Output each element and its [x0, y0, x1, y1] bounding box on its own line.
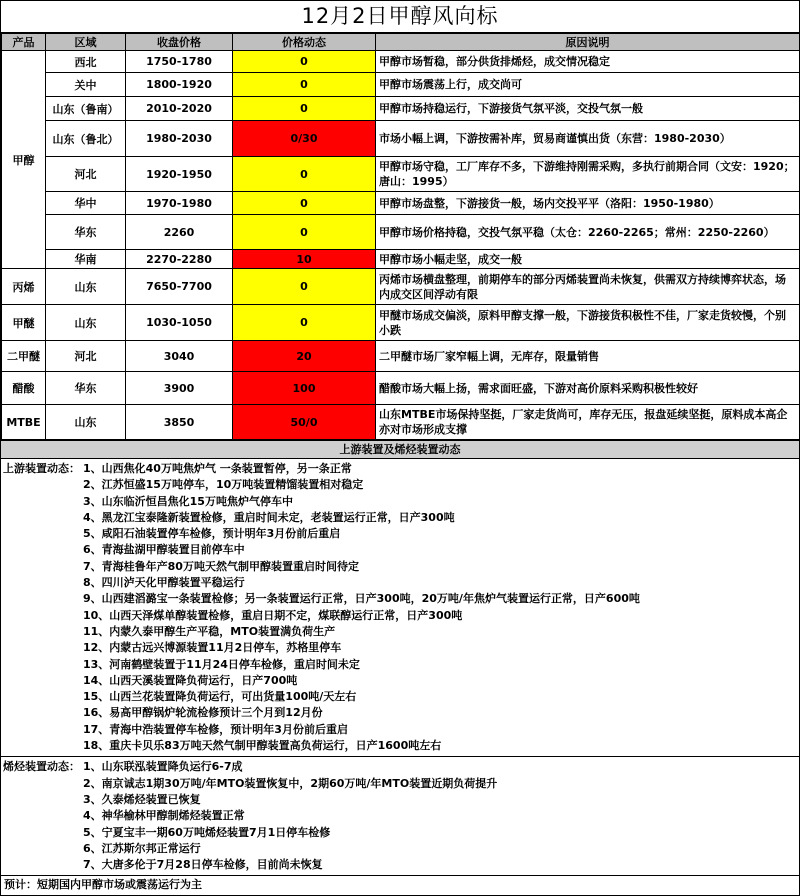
table-row [2, 51, 800, 73]
list-item [3, 825, 799, 841]
table-row [2, 157, 800, 192]
change-cell: 0 [233, 157, 376, 192]
list-item-text: 7、大唐多伦于7月28日停车检修，目前尚未恢复 [83, 858, 323, 872]
list-item [3, 792, 799, 808]
table-row [2, 97, 800, 121]
price-cell: 7650-7700 [126, 269, 233, 305]
reason-cell: 山东MTBE市场保持坚挺，厂家走货尚可，库存无压，报盘延续坚挺，原料成本高企亦对市场形成支撑 [376, 405, 800, 440]
list-item [3, 705, 799, 721]
price-cell: 1980-2030 [126, 121, 233, 157]
change-cell: 100 [233, 372, 376, 405]
change-cell: 0 [233, 97, 376, 121]
price-cell: 3900 [126, 372, 233, 405]
list-item [3, 640, 799, 656]
product-cell: MTBE [2, 405, 46, 440]
list-item [3, 624, 799, 640]
list-item-text: 8、四川泸天化甲醇装置平稳运行 [83, 576, 245, 590]
list-item [3, 477, 799, 493]
list-item [3, 808, 799, 824]
list-item-text: 14、山西天溪装置降负荷运行，日产700吨 [83, 673, 298, 687]
list-item-text: 11、内蒙久泰甲醇生产平稳，MTO装置满负荷生产 [83, 624, 336, 638]
list-item-text: 13、河南鹤壁装置于11月24日停车检修，重启时间未定 [83, 657, 360, 671]
list-item-text: 5、咸阳石油装置停车检修，预计明年3月份前后重启 [83, 527, 341, 541]
list-item [3, 494, 799, 510]
price-cell: 1920-1950 [126, 157, 233, 192]
list-item [3, 608, 799, 624]
table-row [2, 121, 800, 157]
reason-cell: 甲醇市场小幅走坚，成交一般 [376, 250, 800, 269]
reason-cell: 丙烯市场横盘整理，前期停车的部分丙烯装置尚未恢复，供需双方持续博弈状态，场内成交区间浮动有限 [376, 269, 800, 305]
change-cell: 50/0 [233, 405, 376, 440]
change-cell: 0 [233, 305, 376, 341]
list-item-text: 10、山西天泽煤单醇装置检修，重启日期不定，煤联醇运行正常，日产300吨 [83, 608, 463, 622]
list-item [3, 722, 799, 738]
product-cell: 丙烯 [2, 269, 46, 305]
list-item-text: 2、南京诚志1期30万吨/年MTO装置恢复中，2期60万吨/年MTO装置近期负荷提升 [83, 776, 498, 790]
region-cell: 山东 [46, 305, 126, 341]
section-title: 上游装置及烯烃装置动态 [1, 440, 799, 459]
price-cell: 3040 [126, 341, 233, 372]
region-cell: 华东 [46, 215, 126, 250]
list-item-text: 16、易高甲醇锅炉轮流检修预计三个月到12月份 [83, 706, 323, 720]
price-cell: 1800-1920 [126, 73, 233, 97]
page-title: 12月2日甲醇风向标 [1, 1, 799, 33]
list-item [3, 591, 799, 607]
table-row [2, 192, 800, 215]
list-item [3, 510, 799, 526]
header-product: 产品 [2, 34, 46, 51]
price-cell: 2270-2280 [126, 250, 233, 269]
table-row [2, 372, 800, 405]
list-item [3, 689, 799, 705]
change-cell: 0/30 [233, 121, 376, 157]
region-cell: 华南 [46, 250, 126, 269]
region-cell: 山东 [46, 405, 126, 440]
region-cell: 山东 [46, 269, 126, 305]
list-item-text: 9、山西建滔潞宝一条装置检修；另一条装置运行正常，日产300吨，20万吨/年焦炉气装置运行正常，日产600吨 [83, 592, 640, 606]
change-cell: 0 [233, 51, 376, 73]
price-cell: 1030-1050 [126, 305, 233, 341]
list-item [3, 526, 799, 542]
reason-cell: 甲醇市场盘整，下游接货一般，场内交投平平（洛阳：1950-1980） [376, 192, 800, 215]
reason-cell: 甲醇市场暂稳，部分供货排烯烃，成交情况稳定 [376, 51, 800, 73]
list-item [3, 657, 799, 673]
list-item [3, 575, 799, 591]
list-item [3, 738, 799, 754]
header-reason: 原因说明 [376, 34, 800, 51]
price-cell: 1970-1980 [126, 192, 233, 215]
table-header [2, 34, 800, 51]
region-cell: 河北 [46, 341, 126, 372]
olefin-list [1, 756, 799, 875]
header-change: 价格动态 [233, 34, 376, 51]
product-cell: 二甲醚 [2, 341, 46, 372]
list-item [3, 542, 799, 558]
list-item [3, 673, 799, 689]
change-cell: 0 [233, 269, 376, 305]
list-item-text: 4、神华榆林甲醇制烯烃装置正常 [83, 809, 245, 823]
price-cell: 2260 [126, 215, 233, 250]
change-cell: 10 [233, 250, 376, 269]
product-cell: 醋酸 [2, 372, 46, 405]
upstream-lead: 上游装置动态： [3, 462, 80, 475]
list-item [3, 857, 799, 873]
product-cell: 甲醚 [2, 305, 46, 341]
list-item-text: 15、山西兰花装置降负荷运行，可出货量100吨/天左右 [83, 690, 357, 704]
list-item-text: 2、江苏恒盛15万吨停车，10万吨装置精馏装置相对稳定 [83, 478, 364, 492]
header-region: 区域 [46, 34, 126, 51]
list-item-text: 12、内蒙古远兴博源装置11月2日停车，苏格里停车 [83, 641, 342, 655]
list-item [3, 841, 799, 857]
list-item-text: 3、久泰烯烃装置已恢复 [83, 792, 201, 806]
list-item-text: 7、青海桂鲁年产80万吨天然气制甲醇装置重启时间待定 [83, 559, 359, 573]
region-cell: 山东（鲁南） [46, 97, 126, 121]
reason-cell: 甲醇市场守稳，工厂库存不多，下游维持刚需采购，多执行前期合同（文安：1920；唐山：1995） [376, 157, 800, 192]
list-item-text: 3、山东临沂恒昌焦化15万吨焦炉气停车中 [83, 494, 293, 508]
list-item-text: 6、青海盐湖甲醇装置目前停车中 [83, 543, 245, 557]
table-row [2, 341, 800, 372]
list-item-text: 5、宁夏宝丰一期60万吨烯烃装置7月1日停车检修 [83, 825, 331, 839]
list-item-text: 18、重庆卡贝乐83万吨天然气制甲醇装置高负荷运行，日产1600吨左右 [83, 739, 442, 753]
region-cell: 西北 [46, 51, 126, 73]
region-cell: 山东（鲁北） [46, 121, 126, 157]
list-item [3, 461, 799, 477]
change-cell: 0 [233, 192, 376, 215]
reason-cell: 甲醇市场震荡上行，成交尚可 [376, 73, 800, 97]
olefin-lead: 烯烃装置动态： [3, 760, 80, 774]
reason-cell: 甲醇市场持稳运行，下游接货气氛平淡，交投气氛一般 [376, 97, 800, 121]
list-item-text: 4、黑龙江宝泰隆新装置检修，重启时间未定，老装置运行正常，日产300吨 [83, 510, 455, 524]
list-item-text: 17、青海中浩装置停车检修，预计明年3月份前后重启 [83, 722, 348, 736]
reason-cell: 市场小幅上调，下游按需补库，贸易商谨慎出货（东营：1980-2030） [376, 121, 800, 157]
header-price: 收盘价格 [126, 34, 233, 51]
list-item-text: 6、江苏斯尔邦正常运行 [83, 841, 201, 855]
table-row [2, 73, 800, 97]
region-cell: 华东 [46, 372, 126, 405]
change-cell: 0 [233, 215, 376, 250]
change-cell: 0 [233, 73, 376, 97]
price-cell: 3850 [126, 405, 233, 440]
list-item-text: 1、山东联泓装置降负运行6-7成 [83, 760, 243, 774]
forecast-note: 预计：短期国内甲醇市场或震荡运行为主 [1, 875, 799, 894]
table-row [2, 250, 800, 269]
change-cell: 20 [233, 341, 376, 372]
table-row [2, 305, 800, 341]
list-item-text: 1、山西焦化40万吨焦炉气 一条装置暂停，另一条正常 [83, 462, 352, 475]
product-cell: 甲醇 [2, 51, 46, 269]
reason-cell: 甲醚市场成交偏淡，原料甲醇支撑一般，下游接货积极性不佳，厂家走货较慢，个别小跌 [376, 305, 800, 341]
list-item [3, 559, 799, 575]
price-cell: 2010-2020 [126, 97, 233, 121]
region-cell: 华中 [46, 192, 126, 215]
upstream-list [1, 459, 799, 756]
reason-cell: 二甲醚市场厂家窄幅上调，无库存，限量销售 [376, 341, 800, 372]
table-row [2, 269, 800, 305]
price-table [1, 33, 800, 440]
price-cell: 1750-1780 [126, 51, 233, 73]
region-cell: 关中 [46, 73, 126, 97]
list-item [3, 759, 799, 775]
table-row [2, 405, 800, 440]
table-row [2, 215, 800, 250]
reason-cell: 醋酸市场大幅上扬，需求面旺盛，下游对高价原料采购积极性较好 [376, 372, 800, 405]
list-item [3, 776, 799, 792]
reason-cell: 甲醇市场价格持稳，交投气氛平稳（太仓：2260-2265；常州：2250-2260） [376, 215, 800, 250]
region-cell: 河北 [46, 157, 126, 192]
